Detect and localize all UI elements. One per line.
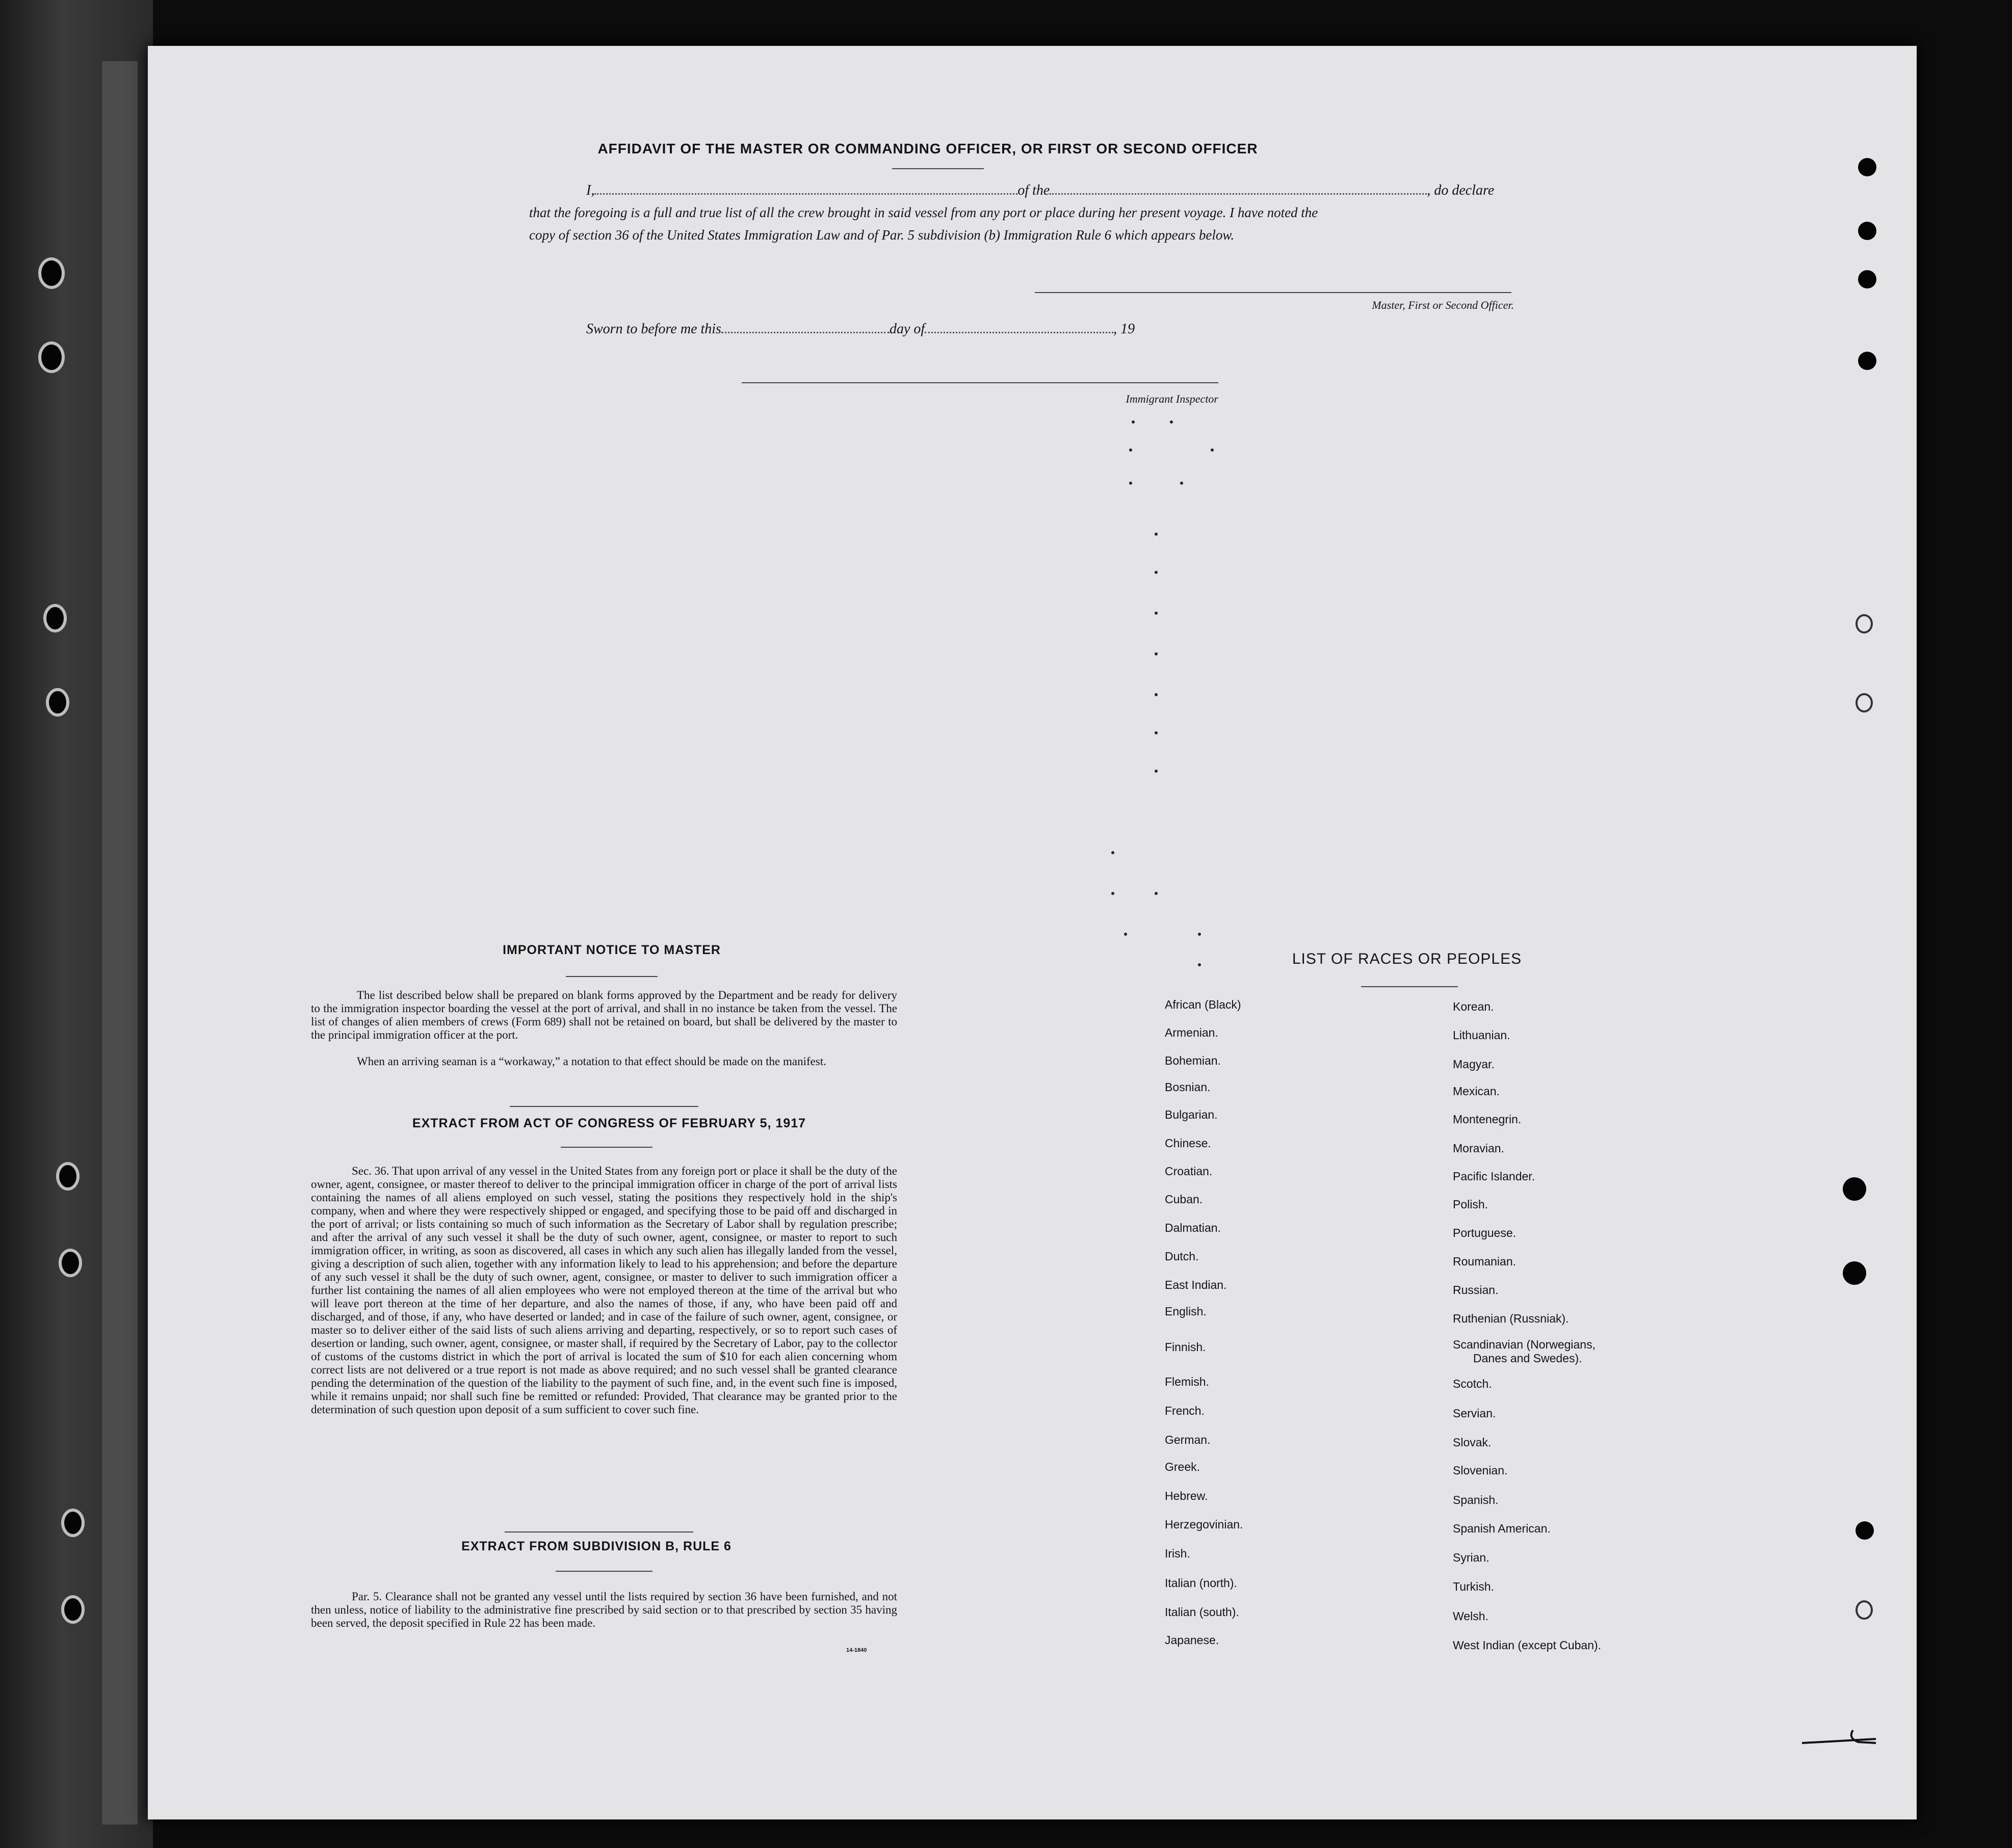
race-item: Montenegrin. <box>1453 1113 1522 1126</box>
punch-hole <box>1856 1600 1873 1620</box>
stray-mark <box>1155 533 1158 536</box>
binder-hole <box>46 688 69 717</box>
race-item: Slovenian. <box>1453 1464 1508 1477</box>
binder-hole <box>56 1162 80 1191</box>
race-item: Mexican. <box>1453 1085 1500 1098</box>
punch-hole <box>1856 1521 1874 1540</box>
stray-mark <box>1129 448 1132 452</box>
stray-mark <box>1124 933 1127 936</box>
race-item: Bohemian. <box>1165 1054 1221 1067</box>
race-item: Slovak. <box>1453 1436 1492 1449</box>
race-item: Armenian. <box>1165 1026 1218 1039</box>
race-item: Dutch. <box>1165 1250 1199 1263</box>
punch-hole <box>1858 158 1876 176</box>
binder-hole <box>38 257 65 289</box>
affidavit-declare: , do declare <box>1427 182 1495 198</box>
extract-rule-title: EXTRACT FROM SUBDIVISION B, RULE 6 <box>461 1539 731 1553</box>
inspector-caption: Immigrant Inspector <box>1126 392 1218 405</box>
stray-mark <box>1155 731 1158 734</box>
race-item: Magyar. <box>1453 1058 1495 1071</box>
race-item: Russian. <box>1453 1283 1499 1297</box>
race-item: Italian (south). <box>1165 1605 1239 1619</box>
divider <box>892 168 984 169</box>
punch-hole <box>1843 1261 1866 1285</box>
race-item: Turkish. <box>1453 1580 1494 1593</box>
race-item: English. <box>1165 1305 1207 1318</box>
race-item: Dalmatian. <box>1165 1221 1221 1234</box>
binder-hole <box>59 1249 82 1277</box>
extract-act-text: Sec. 36. That upon arrival of any vessel in the United States from any foreign port or place it shall be the duty of the owner, agent, consignee, or master thereof to deliver to the principal immigration officer in charge of the port of arrival lists containing the names of all aliens employed on such vessel, stating the positions they respectively hold in the ship's company, when and where they were respectively shipped or engaged, and specifying those to be paid off and discharged in the port of arrival; or lists containing so much of such information as the Secretary of Labor shall by regulation prescribe; and after the arrival of any such vessel it shall be the duty of such owner, agent, consignee, or master to report to such immigration officer, in writing, as soon as discovered, all cases in which any such alien has illegally landed from the vessel, giving a description of such alien, together with any information likely to lead to his apprehension; and before the departure of any such vessel it shall be the duty of such owner, agent, consignee, or master to deliver to such immigration officer a further list containing the names of all alien employees who were not employed thereon at the time of the arrival but who will leave port thereon at the time of her departure, and also the names of those, if any, who have been paid off and discharged, and of those, if any, who have deserted or landed; and in case of the failure of such owner, agent, consignee, or master so to deliver either of the said lists of such aliens arriving and departing, respectively, or so to report such cases of desertion or landing, such owner, agent, consignee, or master shall, if required by the Secretary of Labor, pay to the collector of customs of the customs district in which the port of arrival is located the sum of $10 for each alien concerning whom correct lists are not delivered or a true report is not made as above required; and no such vessel shall be granted clearance pending the determination of the question of the liability to the payment of such fine, and, in the event such fine is imposed, while it remains unpaid; nor shall such fine be remitted or refunded: Provided, That clearance may be granted prior to the determination of such question upon deposit of a sum sufficient to cover such fine. <box>311 1165 897 1416</box>
divider <box>561 1147 652 1148</box>
signature-line <box>1035 292 1511 293</box>
race-item: Bulgarian. <box>1165 1108 1218 1121</box>
stray-mark <box>1155 652 1158 655</box>
sworn-text: Sworn to before me this <box>586 321 721 337</box>
punch-hole <box>1856 614 1873 633</box>
race-item: Finnish. <box>1165 1340 1206 1354</box>
vessel-blank <box>1050 193 1427 195</box>
race-item: Cuban. <box>1165 1193 1203 1206</box>
stray-mark <box>1155 892 1158 895</box>
sworn-day-blank <box>721 332 890 333</box>
notice-para-2: When an arriving seaman is a “workaway,” a notation to that effect should be made on the manifest. <box>357 1055 826 1068</box>
races-title: LIST OF RACES OR PEOPLES <box>1292 951 1522 967</box>
signature-caption: Master, First or Second Officer. <box>1372 299 1514 311</box>
affidavit-of-the: of the <box>1017 182 1050 198</box>
affidavit-line-2: that the foregoing is a full and true list of all the crew brought in said vessel from any port or place during her present voyage. I have noted the <box>529 205 1318 220</box>
affidavit-i: I, <box>586 182 595 198</box>
inspector-line <box>742 382 1218 383</box>
race-item: West Indian (except Cuban). <box>1453 1639 1602 1652</box>
race-item: East Indian. <box>1165 1278 1227 1291</box>
stray-mark <box>1155 571 1158 574</box>
sworn-month-blank <box>925 332 1113 333</box>
race-item: Scandinavian (Norwegians, <box>1453 1338 1596 1351</box>
punch-hole <box>1856 693 1873 712</box>
punch-hole <box>1858 270 1876 288</box>
stray-mark <box>1111 851 1114 854</box>
day-of-text: day of <box>889 321 925 337</box>
binder-hole <box>61 1595 85 1624</box>
race-item: Korean. <box>1453 1000 1494 1013</box>
divider <box>510 1106 698 1107</box>
stray-mark <box>1132 420 1135 424</box>
affidavit-line-3: copy of section 36 of the United States Immigration Law and of Par. 5 subdivision (b) Immigration Rule 6 which appears below. <box>529 227 1235 243</box>
binder-hole <box>61 1509 85 1537</box>
notice-title: IMPORTANT NOTICE TO MASTER <box>503 943 721 957</box>
stray-mark <box>1198 963 1201 966</box>
race-item: Syrian. <box>1453 1551 1490 1564</box>
divider <box>566 976 658 977</box>
punch-hole <box>1858 222 1876 240</box>
sworn-line <box>586 321 1135 337</box>
binder-strip <box>102 61 138 1825</box>
race-item: Roumanian. <box>1453 1255 1517 1268</box>
stray-mark <box>1198 933 1201 936</box>
race-item: Spanish American. <box>1453 1522 1551 1535</box>
race-item: Danes and Swedes). <box>1473 1352 1582 1365</box>
binder-hole <box>43 604 67 632</box>
stray-mark <box>1129 482 1132 485</box>
race-item: French. <box>1165 1404 1205 1417</box>
race-item: Flemish. <box>1165 1375 1209 1388</box>
stray-mark <box>1155 770 1158 773</box>
extract-rule-text: Par. 5. Clearance shall not be granted any vessel until the lists required by section 36 have been furnished, and not then unless, notice of liability to the administrative fine prescribed by said section or to that prescribed by section 35 having been served, the deposit specified in Rule 22 has been made. <box>311 1590 897 1629</box>
punch-hole <box>1858 352 1876 370</box>
divider <box>1361 986 1458 987</box>
pencil-mark <box>1799 1723 1881 1753</box>
divider <box>556 1571 652 1572</box>
race-item: Moravian. <box>1453 1142 1504 1155</box>
affidavit-title: AFFIDAVIT OF THE MASTER OR COMMANDING OFFICER, OR FIRST OR SECOND OFFICER <box>597 141 1258 156</box>
punch-hole <box>1843 1177 1866 1201</box>
stray-mark <box>1155 612 1158 615</box>
race-item: Servian. <box>1453 1407 1496 1420</box>
race-item: Pacific Islander. <box>1453 1170 1535 1183</box>
race-item: Croatian. <box>1165 1165 1213 1178</box>
binder-hole <box>38 341 65 373</box>
stray-mark <box>1170 420 1173 424</box>
race-item: Welsh. <box>1453 1609 1488 1623</box>
stray-mark <box>1111 892 1114 895</box>
race-item: Italian (north). <box>1165 1576 1237 1590</box>
race-item: Spanish. <box>1453 1493 1499 1507</box>
race-item: Irish. <box>1165 1547 1190 1560</box>
race-item: Lithuanian. <box>1453 1028 1510 1042</box>
notice-para-1: The list described below shall be prepared on blank forms approved by the Department and be ready for delivery to the immigration inspector boarding the vessel at the port of arrival, and shall in no instance be taken from the vessel. The list of changes of alien members of crews (Form 689) shall not be retained on board, but shall be delivered by the master to the principal immigration officer at the port. <box>311 989 897 1041</box>
race-item: Hebrew. <box>1165 1489 1208 1502</box>
extract-act-title: EXTRACT FROM ACT OF CONGRESS OF FEBRUARY 5, 1917 <box>412 1116 806 1130</box>
affidavit-line-1 <box>586 182 1667 199</box>
stray-mark <box>1180 482 1183 485</box>
divider <box>505 1532 693 1533</box>
race-item: Chinese. <box>1165 1137 1211 1150</box>
race-item: Japanese. <box>1165 1633 1219 1647</box>
race-item: German. <box>1165 1433 1211 1446</box>
form-page <box>148 46 1917 1819</box>
race-item: African (Black) <box>1165 998 1241 1011</box>
race-item: Scotch. <box>1453 1377 1492 1390</box>
name-blank <box>594 193 1017 195</box>
race-item: Polish. <box>1453 1198 1488 1211</box>
race-item: Portuguese. <box>1453 1226 1517 1239</box>
year-prefix: , 19 <box>1113 321 1135 337</box>
stray-mark <box>1211 448 1214 452</box>
race-item: Ruthenian (Russniak). <box>1453 1312 1569 1325</box>
stray-mark <box>1155 693 1158 696</box>
race-item: Herzegovinian. <box>1165 1518 1243 1531</box>
race-item: Greek. <box>1165 1460 1200 1473</box>
race-item: Bosnian. <box>1165 1080 1211 1094</box>
form-number: 14-1840 <box>846 1647 867 1653</box>
